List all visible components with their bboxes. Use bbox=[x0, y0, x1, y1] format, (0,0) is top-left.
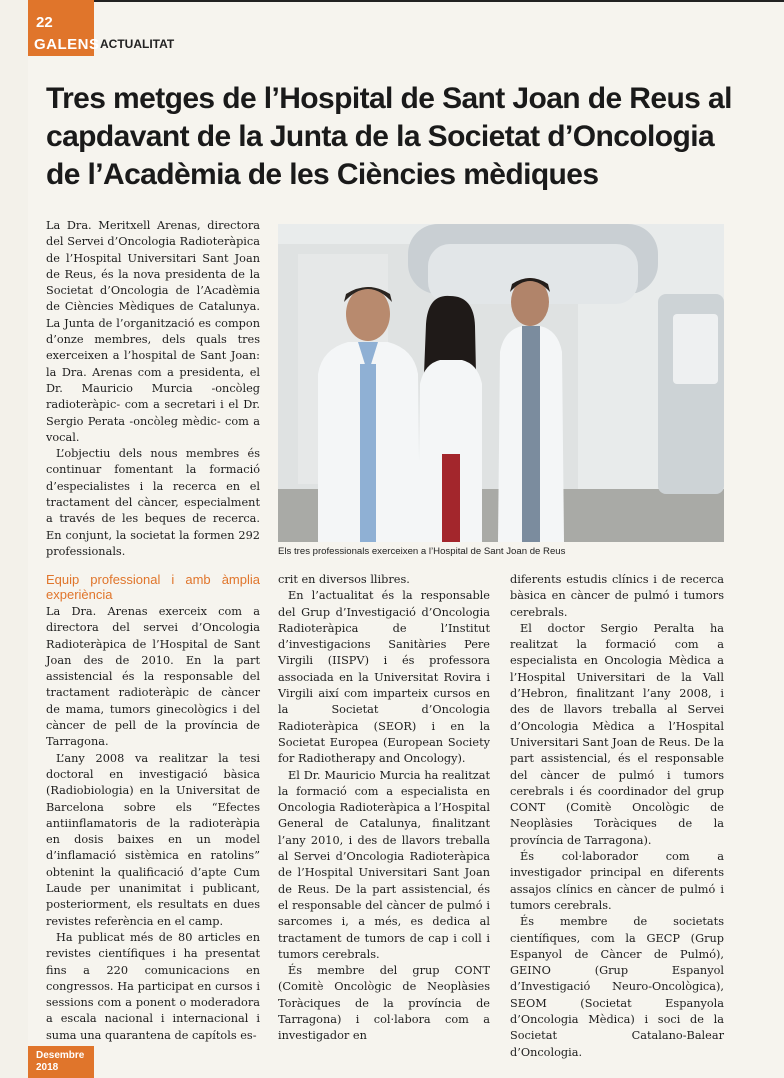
top-rule bbox=[28, 0, 784, 2]
paragraph: En l’actualitat és la responsable del Grup d’Investigació d’Oncologia Radioteràpica de l’Institut d’investigacions Sanitàries Pere Virgili (IISPV) i és professora associada en la Universitat Rovira i Virgili així com imparteix cursos en la Societat d’Oncologia Radioteràpica (SEOR) i en la Societat Europea (European Society for Radiotherapy and Oncology). bbox=[278, 589, 490, 766]
paragraph: La Dra. Arenas exerceix com a directora del servei d’Oncologia Radioteràpica de l’Hospital de Sant Joan des de 2010. En la part assistencial és la responsable del tractament radioteràpic de càncer de mama, tumors ginecològics i del càncer de pell de la província de Tarragona. bbox=[46, 605, 260, 749]
body-column-1 bbox=[46, 572, 260, 1044]
body-column-3 bbox=[510, 572, 724, 1061]
paragraph: És col·laborador com a investigador principal en diferents assajos clínics en càncer de pulmó i tumors cerebrals. bbox=[510, 850, 724, 912]
paragraph: Ha publicat més de 80 articles en revistes científiques i ha presentat fins a 220 comunicacions en congressos. Ha participat en cursos i sessions com a ponent o moderadora a escala nacional i internacional i suma una quarantena de capítols es- bbox=[46, 930, 260, 1042]
intro-paragraph: L’objectiu dels nous membres és continuar fomentant la formació d’especialistes i la recerca en el tractament del càncer, especialment a través de les beques de recerca. En conjunt, la societat la formen 292 professionals. bbox=[46, 447, 260, 558]
paragraph: És membre de societats científiques, com la GECP (Grup Espanyol de Càncer de Pulmó), GEINO (Grup Espanyol d’Investigació Neuro-Oncològica), SEOM (Societat Espanyola d’Oncologia Mèdica) i soci de la Societat Catalano-Balear d’Oncologia. bbox=[510, 915, 724, 1059]
paragraph: És membre del grup CONT (Comitè Oncològic de Neoplàsies Toràciques de la província de Tarragona) i col·labora com a investigador en bbox=[278, 964, 490, 1043]
magazine-name: GALENS bbox=[34, 36, 100, 53]
section-label: ACTUALITAT bbox=[100, 37, 175, 51]
paragraph: El doctor Sergio Peralta ha realitzat la formació com a especialista en Oncologia Mèdica a l’Hospital Universitari de la Vall d’Hebron, finalitzant l’any 2008, i des de llavors treballa al Servei d’Oncologia Mèdica a l’Hospital Universitari Sant Joan de Reus. De la part assistencial, és el responsable del càncer de pulmó i tumors cerebrals i és coordinador del grup CONT (Comitè Oncològic de Neoplàsies Toràciques de la província de Tarragona). bbox=[510, 621, 724, 847]
intro-paragraph: La Dra. Meritxell Arenas, directora del Servei d’Oncologia Radioteràpica de l’Hospital Universitari Sant Joan de Reus, és la nova presidenta de la Societat d’Oncologia de l’Acadèmia de Ciències Mèdiques de Catalunya. La Junta de l’organització es compon d’onze membres, dels quals tres exerceixen a l’hospital de Sant Joan: la Dra. Arenas com a presidenta, el Dr. Mauricio Murcia -oncòleg radioteràpic- com a secretari i el Dr. Sergio Perata -oncòleg mèdic- com a vocal. bbox=[46, 219, 260, 444]
page-number: 22 bbox=[36, 14, 53, 31]
paragraph: El Dr. Mauricio Murcia ha realitzat la formació com a especialista en Oncologia Radioteràpica a l’Hospital General de Catalunya, finalitzant l’any 2010, i des de llavors treballa al Servei d’Oncologia Radioteràpica de l’Hospital Universitari Sant Joan de Reus. De la part assistencial, és el responsable del càncer de pulmó i sarcomes i, a més, es dedica al tractament de tumors de cap i coll i tumors cerebrals. bbox=[278, 768, 490, 961]
article-photo bbox=[278, 224, 724, 542]
doctors-photo-illustration bbox=[278, 224, 724, 542]
headline-line: Tres metges de l’Hospital de Sant Joan de Reus al bbox=[46, 82, 732, 115]
headline bbox=[46, 80, 746, 194]
footer-date-tab bbox=[28, 1046, 94, 1078]
paragraph: diferents estudis clínics i de recerca bàsica en càncer de pulmó i tumors cerebrals. bbox=[510, 573, 724, 619]
paragraph: crit en diversos llibres. bbox=[278, 573, 410, 586]
footer-month: Desembre bbox=[36, 1050, 85, 1061]
subhead: Equip professional i amb àmplia experiència bbox=[46, 572, 260, 602]
paragraph: L’any 2008 va realitzar la tesi doctoral en investigació bàsica (Radiobiologia) en la Universitat de Barcelona sobre els “Efectes antiinflamatoris de la radioteràpia en dosis baixes en un model d’inflamació sistèmica en ratolins” obtenint la qualificació d’apte Cum Laude per unanimitat i publicant, posteriorment, els resultats en dues revistes referència en el camp. bbox=[46, 751, 260, 928]
headline-line: de l’Acadèmia de les Ciències mèdiques bbox=[46, 158, 599, 191]
body-column-2 bbox=[278, 572, 490, 1045]
footer-year: 2018 bbox=[36, 1062, 59, 1073]
page-tab bbox=[28, 0, 100, 56]
headline-line: capdavant de la Junta de la Societat d’Oncologia bbox=[46, 120, 715, 153]
photo-caption: Els tres professionals exerceixen a l’Hospital de Sant Joan de Reus bbox=[278, 546, 566, 557]
intro-text bbox=[46, 218, 260, 560]
